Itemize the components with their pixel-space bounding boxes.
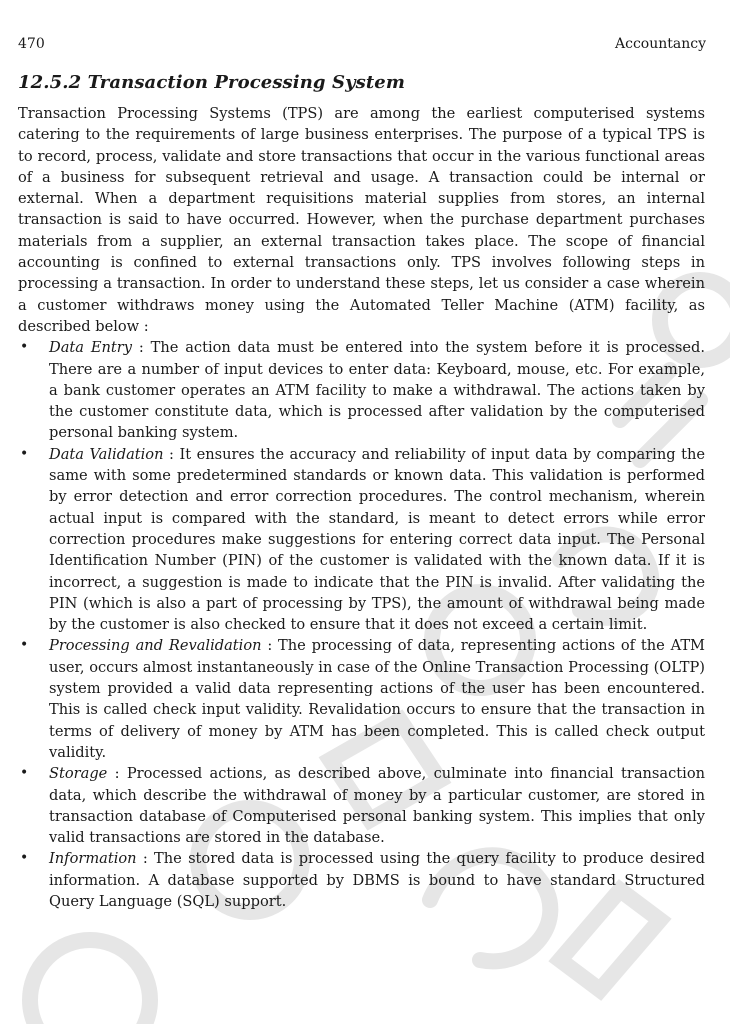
section-title: 12.5.2 Transaction Processing System — [18, 72, 405, 93]
bullet-icon: • — [20, 765, 29, 782]
page-header — [18, 36, 706, 56]
bullet-term: Information — [49, 850, 137, 868]
bullet-item-data-validation — [18, 444, 705, 636]
bullet-text: : The processing of data, representing actions of the ATM user, occurs almost instantaneously in case of the Online Transaction Processing (OLTP) system provided a valid data representing actions of the user has been encountered. This is called check input validity. Revalidation occurs to ensure that the transaction in terms of delivery of money by ATM has been completed. This is called check output validity. — [49, 637, 705, 761]
body-content — [18, 103, 705, 912]
bullet-list — [18, 337, 705, 912]
bullet-icon: • — [20, 637, 29, 654]
bullet-text: : Processed actions, as described above, culminate into financial transaction data, which describe the withdrawal of money by a particular customer, are stored in transaction database of Computerised personal banking system. This implies that only valid transactions are stored in the database. — [49, 765, 705, 847]
bullet-icon: • — [20, 850, 29, 867]
running-head: Accountancy — [615, 36, 706, 52]
page-number: 470 — [18, 36, 45, 52]
bullet-item-processing-revalidation — [18, 635, 705, 763]
bullet-icon: • — [20, 445, 29, 462]
bullet-text: : The action data must be entered into the system before it is processed. There are a number of input devices to enter data: Keyboard, mouse, etc. For example, a bank customer operates an ATM facility to make a withdrawal. The actions taken by the customer constitute data, which is processed after validation by the computerised personal banking system. — [49, 339, 705, 442]
bullet-icon: • — [20, 339, 29, 356]
bullet-term: Storage — [49, 765, 108, 783]
bullet-item-storage — [18, 763, 705, 848]
bullet-term: Data Validation — [49, 445, 164, 463]
bullet-item-data-entry — [18, 337, 705, 443]
bullet-term: Processing and Revalidation — [49, 637, 262, 655]
bullet-term: Data Entry — [49, 339, 132, 357]
intro-paragraph: Transaction Processing Systems (TPS) are among the earliest computerised systems catering to the requirements of large business enterprises. The purpose of a typical TPS is to record, process, validate and store transactions that occur in the various functional areas of a business for subsequent retrieval and usage. A transaction could be internal or external. When a department requisitions material supplies from stores, an internal transaction is said to have occurred. However, when the purchase department purchases materials from a supplier, an external transaction takes place. The scope of financial accounting is confined to external transactions only. TPS involves following steps in processing a transaction. In order to understand these steps, let us consider a case wherein a customer withdraws money using the Automated Teller Machine (ATM) facility, as described below : — [18, 105, 705, 335]
bullet-text: : The stored data is processed using the query facility to produce desired information. A database supported by DBMS is bound to have standard Structured Query Language (SQL) support. — [49, 850, 705, 910]
bullet-item-information — [18, 848, 705, 912]
bullet-text: : It ensures the accuracy and reliability of input data by comparing the same with some predetermined standards or known data. This validation is performed by error detection and error correction procedures. The control mechanism, wherein actual input is compared with the standard, is meant to detect errors while error correction procedures make suggestions for entering correct data input. The Personal Identification Number (PIN) of the customer is validated with the known data. If it is incorrect, a suggestion is made to indicate that the PIN is invalid. After validating the PIN (which is also a part of processing by TPS), the amount of withdrawal being made by the customer is also checked to ensure that it does not exceed a certain limit. — [49, 445, 705, 634]
